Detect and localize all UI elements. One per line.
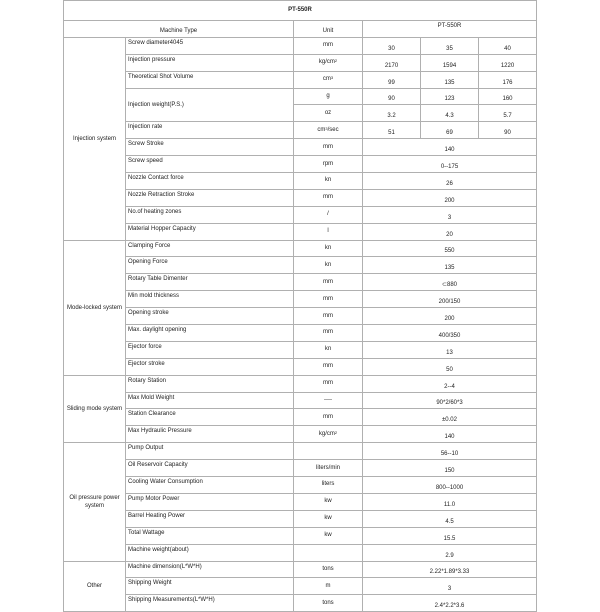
item-label: Rotary Station xyxy=(126,375,294,392)
unit-cell xyxy=(294,240,363,257)
unit-cell xyxy=(294,173,363,190)
unit-cell xyxy=(294,189,363,206)
table-row xyxy=(64,139,537,156)
value-cell: 20 xyxy=(363,223,537,240)
unit-text: tons xyxy=(322,565,334,572)
value-cell: ⊂880 xyxy=(363,274,537,291)
value-cell: 99 xyxy=(363,71,421,88)
unit-header: Unit xyxy=(294,21,363,38)
value-cell: 4.5 xyxy=(363,510,537,527)
value-cell: 2.4*2.2*3.6 xyxy=(363,595,537,612)
unit-cell xyxy=(294,578,363,595)
item-label: Ejector stroke xyxy=(126,358,294,375)
unit-text: mm xyxy=(323,143,333,150)
table-row xyxy=(64,510,537,527)
item-label: Nozzle Contact force xyxy=(126,173,294,190)
value-cell: 51 xyxy=(363,122,421,139)
table-row xyxy=(64,358,537,375)
value-cell: 40 xyxy=(479,37,537,54)
item-label: Material Hopper Capacity xyxy=(126,223,294,240)
unit-cell xyxy=(294,206,363,223)
value-cell: 0--175 xyxy=(363,156,537,173)
table-row xyxy=(64,595,537,612)
item-label: Opening stroke xyxy=(126,308,294,325)
value-cell: 15.5 xyxy=(363,527,537,544)
unit-text: kg/cm xyxy=(318,59,335,66)
table-row xyxy=(64,206,537,223)
item-label: Theoretical Shot Volume xyxy=(126,71,294,88)
value-cell: 69 xyxy=(421,122,479,139)
value-cell: 90*2/60*3 xyxy=(363,392,537,409)
unit-cell xyxy=(294,139,363,156)
unit-text: mm xyxy=(323,42,333,49)
table-row xyxy=(64,37,537,54)
unit-cell xyxy=(294,105,363,122)
unit-superscript: 2 xyxy=(334,429,338,435)
value-cell: 140 xyxy=(363,139,537,156)
table-row xyxy=(64,240,537,257)
value-cell: 30 xyxy=(363,37,421,54)
unit-cell xyxy=(294,71,363,88)
table-row xyxy=(64,223,537,240)
unit-text: kn xyxy=(324,346,332,353)
value-cell: 123 xyxy=(421,88,479,105)
item-label: Barrel Heating Power xyxy=(126,510,294,527)
unit-cell xyxy=(294,426,363,443)
value-cell: 56--10 xyxy=(363,443,537,460)
group-label-injection: Injection system xyxy=(64,37,126,240)
value-cell: 35 xyxy=(421,37,479,54)
item-label: Machine dimension(L*W*H) xyxy=(126,561,294,578)
item-label: Screw Stroke xyxy=(126,139,294,156)
table-row xyxy=(64,156,537,173)
item-label: Shipping Weight xyxy=(126,578,294,595)
item-label: Machine weight(about) xyxy=(126,544,294,561)
table-row xyxy=(64,426,537,443)
item-label: Injection pressure xyxy=(126,54,294,71)
table-row xyxy=(64,325,537,342)
table-row xyxy=(64,493,537,510)
unit-cell xyxy=(294,460,363,477)
unit-text: l xyxy=(327,228,329,235)
value-cell: 11.0 xyxy=(363,493,537,510)
unit-text: ---- xyxy=(324,397,332,404)
unit-text: cm xyxy=(317,126,326,133)
unit-cell xyxy=(294,156,363,173)
unit-cell xyxy=(294,375,363,392)
table-row xyxy=(64,341,537,358)
item-label: Screw diameter4045 xyxy=(126,37,294,54)
value-cell: 90 xyxy=(363,88,421,105)
table-row xyxy=(64,409,537,426)
unit-text: cm xyxy=(322,76,331,83)
unit-text: kg/cm xyxy=(318,430,335,437)
item-label: Oil Reservoir Capacity xyxy=(126,460,294,477)
value-cell: 200 xyxy=(363,308,537,325)
value-cell: 5.7 xyxy=(479,105,537,122)
table-row xyxy=(64,443,537,460)
unit-text: kn xyxy=(324,245,332,252)
unit-cell xyxy=(294,122,363,139)
item-label: Max Mold Weight xyxy=(126,392,294,409)
unit-text: kw xyxy=(324,515,332,522)
unit-text: mm xyxy=(323,194,333,201)
table-row xyxy=(64,578,537,595)
item-label: Injection rate xyxy=(126,122,294,139)
value-cell: 90 xyxy=(479,122,537,139)
unit-text: kw xyxy=(324,498,332,505)
table-row xyxy=(64,88,537,105)
value-cell: 2170 xyxy=(363,54,421,71)
table-row xyxy=(64,189,537,206)
value-cell: 2.22*1.89*3.33 xyxy=(363,561,537,578)
unit-text: oz xyxy=(324,109,332,116)
unit-text: mm xyxy=(323,295,333,302)
table-row xyxy=(64,257,537,274)
group-label-mold: Mode-locked system xyxy=(64,240,126,375)
value-cell: 2--4 xyxy=(363,375,537,392)
unit-cell xyxy=(294,308,363,325)
unit-cell xyxy=(294,595,363,612)
value-cell: 800--1000 xyxy=(363,477,537,494)
item-label: Min mold thickness xyxy=(126,291,294,308)
item-label: Rotary Table Dimenter xyxy=(126,274,294,291)
item-label: Max. daylight opening xyxy=(126,325,294,342)
unit-suffix: /sec xyxy=(327,126,339,133)
group-label-sliding: Sliding mode system xyxy=(64,375,126,443)
item-label: Pump Output xyxy=(126,443,294,460)
unit-text: liters/min xyxy=(315,464,340,471)
value-cell: 550 xyxy=(363,240,537,257)
item-label: Injection weight(P.S.) xyxy=(126,88,294,122)
item-label: Pump Motor Power xyxy=(126,493,294,510)
unit-text: g xyxy=(326,93,330,99)
value-cell: ±0.02 xyxy=(363,409,537,426)
spec-table xyxy=(63,0,537,612)
unit-text: mm xyxy=(323,380,333,387)
unit-cell xyxy=(294,561,363,578)
value-cell: 2.9 xyxy=(363,544,537,561)
table-row xyxy=(64,375,537,392)
unit-text: mm xyxy=(323,363,333,370)
value-cell: 400/350 xyxy=(363,325,537,342)
unit-cell xyxy=(294,392,363,409)
table-row xyxy=(64,291,537,308)
value-cell: 3.2 xyxy=(363,105,421,122)
table-title: PT-550R xyxy=(64,1,537,21)
item-label: Cooling Water Consumption xyxy=(126,477,294,494)
value-cell: 135 xyxy=(363,257,537,274)
unit-cell xyxy=(294,274,363,291)
table-row xyxy=(64,274,537,291)
unit-superscript: 2 xyxy=(334,58,338,64)
unit-cell xyxy=(294,325,363,342)
unit-cell xyxy=(294,358,363,375)
item-label: Opening Force xyxy=(126,257,294,274)
item-label: Shipping Measurements(L*W*H) xyxy=(126,595,294,612)
spec-sheet xyxy=(63,0,536,612)
table-row xyxy=(64,477,537,494)
value-cell: 160 xyxy=(479,88,537,105)
table-row xyxy=(64,308,537,325)
item-label: Screw speed xyxy=(126,156,294,173)
unit-text: mm xyxy=(323,413,333,420)
unit-cell xyxy=(294,257,363,274)
item-label: Max Hydraulic Pressure xyxy=(126,426,294,443)
title-row xyxy=(64,1,537,21)
item-label: Nozzle Retraction Stroke xyxy=(126,189,294,206)
table-row xyxy=(64,460,537,477)
table-row xyxy=(64,122,537,139)
table-row xyxy=(64,54,537,71)
value-cell: 200/150 xyxy=(363,291,537,308)
value-cell: 176 xyxy=(479,71,537,88)
value-cell: 50 xyxy=(363,358,537,375)
unit-cell xyxy=(294,409,363,426)
value-cell: 26 xyxy=(363,173,537,190)
unit-cell xyxy=(294,223,363,240)
table-row xyxy=(64,71,537,88)
value-cell: 3 xyxy=(363,578,537,595)
value-cell: 4.3 xyxy=(421,105,479,122)
unit-text: / xyxy=(327,211,329,218)
unit-cell xyxy=(294,54,363,71)
item-label: Clamping Force xyxy=(126,240,294,257)
unit-cell xyxy=(294,443,363,460)
unit-text: liters xyxy=(321,481,335,488)
machine-type-header: Machine Type xyxy=(64,21,294,38)
unit-cell xyxy=(294,527,363,544)
unit-text: mm xyxy=(323,312,333,319)
value-cell: 3 xyxy=(363,206,537,223)
unit-text: kw xyxy=(324,532,332,539)
item-label: Total Wattage xyxy=(126,527,294,544)
unit-cell xyxy=(294,341,363,358)
table-row xyxy=(64,527,537,544)
table-row xyxy=(64,544,537,561)
unit-text: m xyxy=(325,582,331,589)
group-label-other: Other xyxy=(64,561,126,612)
unit-text: tons xyxy=(322,599,334,606)
unit-cell xyxy=(294,88,363,105)
value-cell: 1220 xyxy=(479,54,537,71)
unit-superscript: 3 xyxy=(325,125,328,131)
table-row xyxy=(64,173,537,190)
unit-text: rpm xyxy=(322,160,334,167)
unit-cell xyxy=(294,544,363,561)
table-row xyxy=(64,392,537,409)
value-cell: 150 xyxy=(363,460,537,477)
value-cell: 1594 xyxy=(421,54,479,71)
unit-text: mm xyxy=(323,329,333,336)
unit-cell xyxy=(294,510,363,527)
unit-superscript: 3 xyxy=(330,75,334,81)
item-label: Ejector force xyxy=(126,341,294,358)
unit-cell xyxy=(294,291,363,308)
unit-cell xyxy=(294,37,363,54)
unit-text: mm xyxy=(323,278,333,285)
item-label: Station Clearance xyxy=(126,409,294,426)
table-row xyxy=(64,561,537,578)
unit-text: kn xyxy=(324,177,332,184)
item-label: No.of heating zones xyxy=(126,206,294,223)
value-cell: 140 xyxy=(363,426,537,443)
value-cell: 13 xyxy=(363,341,537,358)
value-cell: 200 xyxy=(363,189,537,206)
value-cell: 135 xyxy=(421,71,479,88)
model-header: PT-550R xyxy=(363,21,537,38)
unit-cell xyxy=(294,477,363,494)
unit-cell xyxy=(294,493,363,510)
unit-text: kn xyxy=(324,261,332,268)
group-label-oil: Oil pressure power system xyxy=(64,443,126,561)
header-row xyxy=(64,21,537,38)
